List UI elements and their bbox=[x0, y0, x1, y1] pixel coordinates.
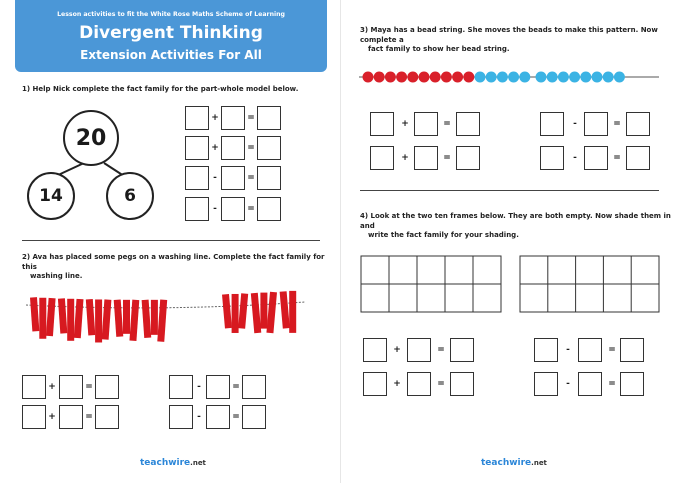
ten-frame bbox=[361, 256, 501, 312]
plus-sign: + bbox=[48, 382, 56, 392]
answer-box[interactable] bbox=[620, 338, 644, 362]
equals-sign: = bbox=[85, 382, 93, 392]
answer-box[interactable] bbox=[534, 338, 558, 362]
peg bbox=[114, 300, 124, 337]
bead-red bbox=[463, 72, 474, 83]
question-3-line: 3) Maya has a bead string. She moves the beads to make this pattern. Now complete a bbox=[360, 26, 658, 44]
answer-box[interactable] bbox=[257, 136, 281, 160]
banner-subtitle: Lesson activities to fit the White Rose Maths Scheme of Learning bbox=[57, 11, 285, 18]
answer-box[interactable] bbox=[414, 146, 438, 170]
bead-blue bbox=[547, 72, 558, 83]
minus-sign: - bbox=[197, 382, 201, 392]
equals-sign: = bbox=[608, 379, 616, 389]
minus-sign: - bbox=[566, 345, 570, 355]
answer-box[interactable] bbox=[584, 112, 608, 136]
bead-blue bbox=[508, 72, 519, 83]
peg bbox=[39, 298, 46, 339]
bead-blue bbox=[536, 72, 547, 83]
ten-frames-illustration bbox=[341, 255, 683, 315]
answer-box[interactable] bbox=[221, 197, 245, 221]
equals-sign: = bbox=[247, 204, 255, 214]
banner-title: Divergent Thinking bbox=[79, 23, 263, 43]
question-4-line: 4) Look at the two ten frames below. They are both empty. Now shade them in and bbox=[360, 212, 671, 230]
question-3-text bbox=[360, 26, 683, 55]
peg bbox=[222, 294, 232, 328]
peg bbox=[260, 293, 267, 329]
answer-box[interactable] bbox=[363, 372, 387, 396]
equals-sign: = bbox=[613, 153, 621, 163]
plus-sign: + bbox=[401, 153, 409, 163]
answer-box[interactable] bbox=[22, 405, 46, 429]
peg bbox=[46, 298, 56, 336]
answer-box[interactable] bbox=[95, 405, 119, 429]
plus-sign: + bbox=[48, 412, 56, 422]
bead-red bbox=[374, 72, 385, 83]
minus-sign: - bbox=[213, 173, 217, 183]
bead-blue bbox=[592, 72, 603, 83]
peg bbox=[157, 300, 167, 342]
footer-logo bbox=[481, 458, 547, 468]
peg bbox=[95, 299, 102, 342]
answer-box[interactable] bbox=[370, 146, 394, 170]
question-2-line: washing line. bbox=[30, 272, 83, 280]
answer-box[interactable] bbox=[169, 375, 193, 399]
equals-sign: = bbox=[232, 382, 240, 392]
minus-sign: - bbox=[197, 412, 201, 422]
bead-red bbox=[419, 72, 430, 83]
peg bbox=[251, 293, 261, 333]
answer-box[interactable] bbox=[584, 146, 608, 170]
whole-value: 20 bbox=[75, 125, 107, 151]
question-1-text: 1) Help Nick complete the fact family for the part-whole model below. bbox=[22, 85, 299, 93]
footer-suffix: .net bbox=[190, 459, 206, 467]
answer-box[interactable] bbox=[221, 106, 245, 130]
answer-box[interactable] bbox=[257, 106, 281, 130]
answer-box[interactable] bbox=[363, 338, 387, 362]
minus-sign: - bbox=[213, 204, 217, 214]
plus-sign: + bbox=[211, 143, 219, 153]
answer-box[interactable] bbox=[185, 197, 209, 221]
peg bbox=[74, 299, 84, 338]
peg bbox=[142, 300, 152, 338]
part-value-right: 6 bbox=[124, 186, 136, 206]
answer-box[interactable] bbox=[540, 146, 564, 170]
question-2-text bbox=[22, 253, 340, 282]
worksheet-page-right bbox=[341, 0, 683, 483]
question-4-text bbox=[360, 212, 683, 241]
worksheet-page-left bbox=[0, 0, 340, 483]
peg bbox=[102, 299, 112, 339]
answer-box[interactable] bbox=[22, 375, 46, 399]
answer-box[interactable] bbox=[626, 112, 650, 136]
equals-sign: = bbox=[608, 345, 616, 355]
answer-box[interactable] bbox=[407, 372, 431, 396]
minus-sign: - bbox=[566, 379, 570, 389]
plus-sign: + bbox=[211, 113, 219, 123]
answer-box[interactable] bbox=[185, 106, 209, 130]
answer-box[interactable] bbox=[626, 146, 650, 170]
answer-box[interactable] bbox=[59, 375, 83, 399]
bead-red bbox=[452, 72, 463, 83]
bead-blue bbox=[614, 72, 625, 83]
answer-box[interactable] bbox=[540, 112, 564, 136]
answer-box[interactable] bbox=[185, 166, 209, 190]
bead-string-illustration bbox=[341, 66, 683, 90]
bead-blue bbox=[580, 72, 591, 83]
answer-box[interactable] bbox=[370, 112, 394, 136]
answer-box[interactable] bbox=[185, 136, 209, 160]
answer-box[interactable] bbox=[407, 338, 431, 362]
bead-blue bbox=[569, 72, 580, 83]
answer-box[interactable] bbox=[456, 146, 480, 170]
peg bbox=[86, 299, 95, 335]
minus-sign: - bbox=[573, 153, 577, 163]
part-circle-right bbox=[106, 172, 154, 220]
answer-box[interactable] bbox=[242, 405, 266, 429]
whole-circle bbox=[63, 110, 119, 166]
footer-logo bbox=[140, 458, 206, 468]
equals-sign: = bbox=[443, 153, 451, 163]
equals-sign: = bbox=[613, 119, 621, 129]
peg bbox=[289, 291, 296, 333]
equals-sign: = bbox=[247, 173, 255, 183]
answer-box[interactable] bbox=[221, 136, 245, 160]
answer-box[interactable] bbox=[257, 166, 281, 190]
footer-brand: teachwire bbox=[481, 458, 532, 468]
equals-sign: = bbox=[232, 412, 240, 422]
peg bbox=[123, 300, 130, 334]
washing-line-illustration bbox=[0, 290, 340, 360]
answer-box[interactable] bbox=[450, 338, 474, 362]
answer-box[interactable] bbox=[257, 197, 281, 221]
bead-blue bbox=[519, 72, 530, 83]
peg bbox=[151, 300, 158, 335]
question-2-line: 2) Ava has placed some pegs on a washing line. Complete the fact family for this bbox=[22, 253, 325, 271]
section-divider bbox=[22, 240, 320, 241]
plus-sign: + bbox=[393, 379, 401, 389]
answer-box[interactable] bbox=[456, 112, 480, 136]
equals-sign: = bbox=[443, 119, 451, 129]
peg bbox=[280, 291, 290, 328]
peg bbox=[58, 298, 67, 333]
bead-blue bbox=[475, 72, 486, 83]
answer-box[interactable] bbox=[206, 375, 230, 399]
peg bbox=[238, 293, 248, 328]
part-value-left: 14 bbox=[39, 186, 63, 206]
section-divider bbox=[360, 190, 659, 191]
footer-brand: teachwire bbox=[140, 458, 191, 468]
peg bbox=[67, 299, 74, 341]
answer-box[interactable] bbox=[414, 112, 438, 136]
equals-sign: = bbox=[437, 379, 445, 389]
bead-blue bbox=[603, 72, 614, 83]
minus-sign: - bbox=[573, 119, 577, 129]
bead-red bbox=[430, 72, 441, 83]
peg bbox=[129, 300, 139, 341]
answer-box[interactable] bbox=[206, 405, 230, 429]
answer-box[interactable] bbox=[95, 375, 119, 399]
plus-sign: + bbox=[401, 119, 409, 129]
answer-box[interactable] bbox=[578, 372, 602, 396]
equals-sign: = bbox=[437, 345, 445, 355]
answer-box[interactable] bbox=[578, 338, 602, 362]
bead-red bbox=[407, 72, 418, 83]
equals-sign: = bbox=[247, 113, 255, 123]
question-4-line: write the fact family for your shading. bbox=[368, 231, 519, 239]
answer-box[interactable] bbox=[620, 372, 644, 396]
bead-red bbox=[363, 72, 374, 83]
bead-red bbox=[441, 72, 452, 83]
answer-box[interactable] bbox=[169, 405, 193, 429]
bead-blue bbox=[497, 72, 508, 83]
answer-box[interactable] bbox=[59, 405, 83, 429]
bead-red bbox=[385, 72, 396, 83]
question-3-line: fact family to show her bead string. bbox=[368, 45, 510, 53]
bead-blue bbox=[486, 72, 497, 83]
answer-box[interactable] bbox=[221, 166, 245, 190]
answer-box[interactable] bbox=[450, 372, 474, 396]
banner-tagline: Extension Activities For All bbox=[80, 48, 262, 62]
answer-box[interactable] bbox=[242, 375, 266, 399]
equals-sign: = bbox=[247, 143, 255, 153]
answer-box[interactable] bbox=[534, 372, 558, 396]
bead-red bbox=[396, 72, 407, 83]
peg bbox=[266, 292, 277, 333]
plus-sign: + bbox=[393, 345, 401, 355]
equals-sign: = bbox=[85, 412, 93, 422]
peg bbox=[30, 297, 39, 331]
peg bbox=[232, 294, 239, 333]
ten-frame bbox=[520, 256, 659, 312]
footer-suffix: .net bbox=[531, 459, 547, 467]
bead-blue bbox=[558, 72, 569, 83]
part-circle-left bbox=[27, 172, 75, 220]
